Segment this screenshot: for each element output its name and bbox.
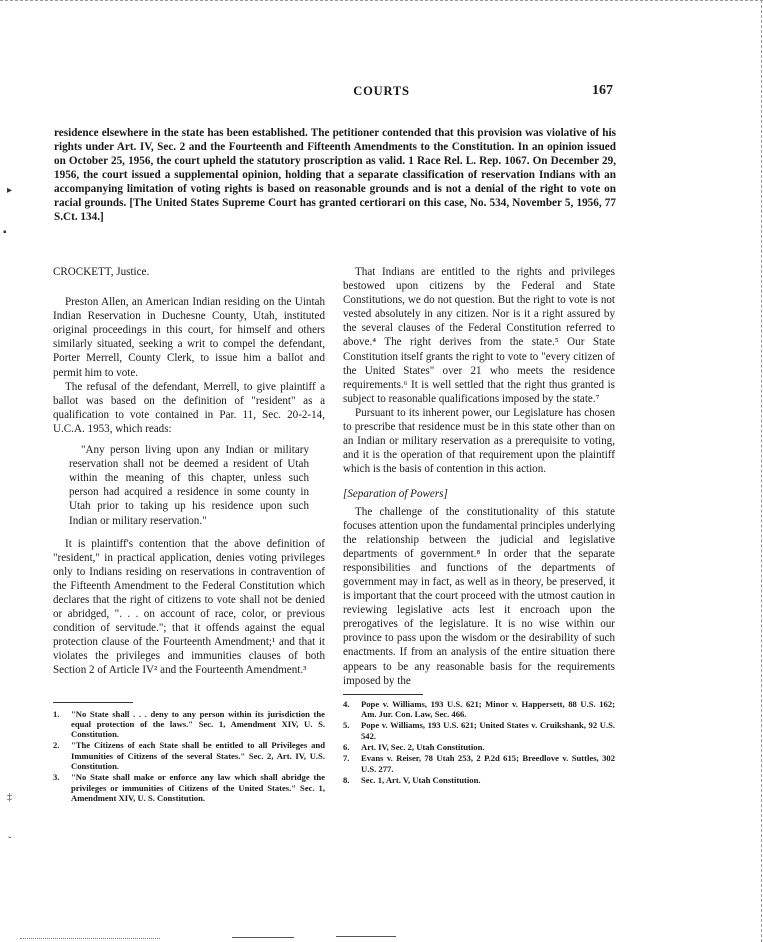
headnote — [54, 126, 616, 224]
right-border — [761, 0, 762, 942]
footnote — [53, 709, 325, 740]
paragraph: It is plaintiff's contention that the above definition of "resident," in practical application, denies voting privileges only to Indians residing on reservations in contravention of the Fifteenth Amendment to the Federal Constitution which declares that the right of citizens to vote shall not be denied or abridged, ". . . on account of race, color, or previous condition of servitude."; that it offends against the equal protection clause of the Fourteenth Amendment;¹ and that it violates the privileges and immunities clauses of both Section 2 of Article IV² and the Fourteenth Amendment.³ — [53, 537, 325, 677]
footnote — [343, 775, 615, 785]
footnote-text: Art. IV, Sec. 2, Utah Constitution. — [361, 741, 485, 752]
headnote-text: residence elsewhere in the state has been established. The petitioner contended that this provision was violative of his rights under Art. IV, Sec. 2 and the Fourteenth and Fifteenth Amendments to the Constitution. In an opinion issued on October 25, 1956, the court upheld the statutory proscription as valid. 1 Race Rel. L. Rep. 1067. On December 29, 1956, the court issued a supplemental opinion, holding that a separate classification of reservation Indians with an accompanying limitation of voting rights is based on reasonable grounds and is not a denial of the right to vote on racial grounds. [The United States Supreme Court has granted certiorari on this case, No. 534, November 5, 1956, 77 S.Ct. 134.] — [54, 127, 616, 224]
footnote — [53, 740, 325, 771]
footnote — [343, 699, 615, 720]
footnote-number: 8. — [343, 774, 350, 785]
right-column — [343, 265, 615, 786]
footnote-number: 7. — [343, 753, 350, 764]
paragraph: Pursuant to its inherent power, our Legislature has chosen to prescribe that residence must be in this state other than on an Indian or military reservation as a prerequisite to voting, and it is the operation of that requirement upon the plaintiff which is the basis of contention in this action. — [343, 406, 615, 476]
paragraph: The challenge of the constitutionality of this statute focuses attention upon the fundamental principles underlying the relationship between the judicial and legislative departments of government.⁸ In order that the separate responsibilities and functions of the departments of government may in fact, as well as in theory, be preserved, it is important that the court proceed with the utmost caution in reviewing legislative acts lest it encroach upon the prerogatives of the legislature. It is no wise within our province to pass upon the wisdom or the desirability of such enactments. If from an analysis of the entire situation there appears to be any reasonable basis for the requirements imposed by the — [343, 505, 615, 687]
section-heading: [Separation of Powers] — [343, 488, 448, 501]
margin-tick: ˇ — [8, 836, 12, 847]
footnote-number: 5. — [343, 720, 350, 731]
page-number: 167 — [592, 83, 613, 98]
footnote-number: 4. — [343, 698, 350, 709]
footnote-number: 3. — [53, 772, 60, 783]
margin-tick: ▪ — [3, 227, 7, 238]
footnote — [343, 753, 615, 774]
footnote-rule — [343, 694, 423, 695]
footnote-text: Sec. 1, Art. V, Utah Constitution. — [361, 774, 481, 785]
paragraph: That Indians are entitled to the rights and privileges bestowed upon citizens by the Federal and State Constitutions, we do not question. But the right to vote is not vested absolutely in any citizen. Nor is it a right assured by the several clauses of the Federal Constitution referred to above.⁴ The right derives from the state.⁵ Our State Constitution itself grants the right to vote to "every citizen of the United States" over 21 who meets the residence requirements.⁶ It is well settled that the right thus granted is subject to reasonable qualifications imposed by the state.⁷ — [343, 266, 615, 405]
footnote-rule — [53, 702, 133, 703]
footnote-text: "No State shall make or enforce any law which shall abridge the privileges or immunities of Citizens of the United States." Sec. 1, Amendment XIV, U. S. Constitution. — [71, 772, 325, 803]
block-quote: "Any person living upon any Indian or military reservation shall not be deemed a resident of Utah within the meaning of this chapter, unless such person had acquired a residence in some county in Utah prior to taking up his residence upon such Indian or military reservation." — [69, 444, 309, 527]
footnote — [343, 720, 615, 741]
margin-tick: ▸ — [7, 185, 13, 196]
margin-tick: ‡ — [7, 792, 12, 803]
justice-name: CROCKETT, Justice. — [53, 266, 150, 278]
paragraph: The refusal of the defendant, Merrell, to give plaintiff a ballot was based on the definition of "resident" as a qualification to vote contained in Par. 11, Sec. 20-2-14, U.C.A. 1953, which reads: — [53, 380, 325, 435]
running-head-title: COURTS — [353, 84, 410, 98]
bottom-edge-dots — [20, 938, 160, 939]
footnote — [53, 772, 325, 803]
left-column — [53, 265, 325, 804]
footnote-text: "The Citizens of each State shall be entitled to all Privileges and Immunities of Citizens of the several States." Sec. 2, Art. IV, U.S. Constitution. — [71, 740, 325, 772]
footnote-number: 1. — [53, 708, 60, 719]
footnote-number: 2. — [53, 740, 60, 751]
footnote-text: Pope v. Williams, 193 U.S. 621; Minor v. Happersett, 88 U.S. 162; Am. Jur. Con. Law, Sec. 466. — [361, 698, 615, 720]
bottom-edge-line — [232, 937, 294, 938]
footnote-text: Evans v. Reiser, 78 Utah 253, 2 P.2d 615; Breedlove v. Suttles, 302 U.S. 277. — [361, 753, 615, 774]
footnote-number: 6. — [343, 741, 350, 752]
paragraph: Preston Allen, an American Indian residing on the Uintah Indian Reservation in Duchesne County, Utah, instituted original proceedings in this court, for himself and others similarly situated, seeking a writ to compel the defendant, Porter Merrell, County Clerk, to issue him a ballot and permit him to vote. — [53, 296, 325, 379]
bottom-edge-line — [336, 936, 396, 937]
footnote-text: Pope v. Williams, 193 U.S. 621; United States v. Cruikshank, 92 U.S. 542. — [361, 720, 615, 741]
footnote-text: "No State shall . . . deny to any person within its jurisdiction the equal protection of the laws." Sec. 1, Amendment XIV, U. S. Constitution. — [71, 708, 325, 740]
footnote — [343, 742, 615, 752]
top-border — [0, 0, 763, 1]
